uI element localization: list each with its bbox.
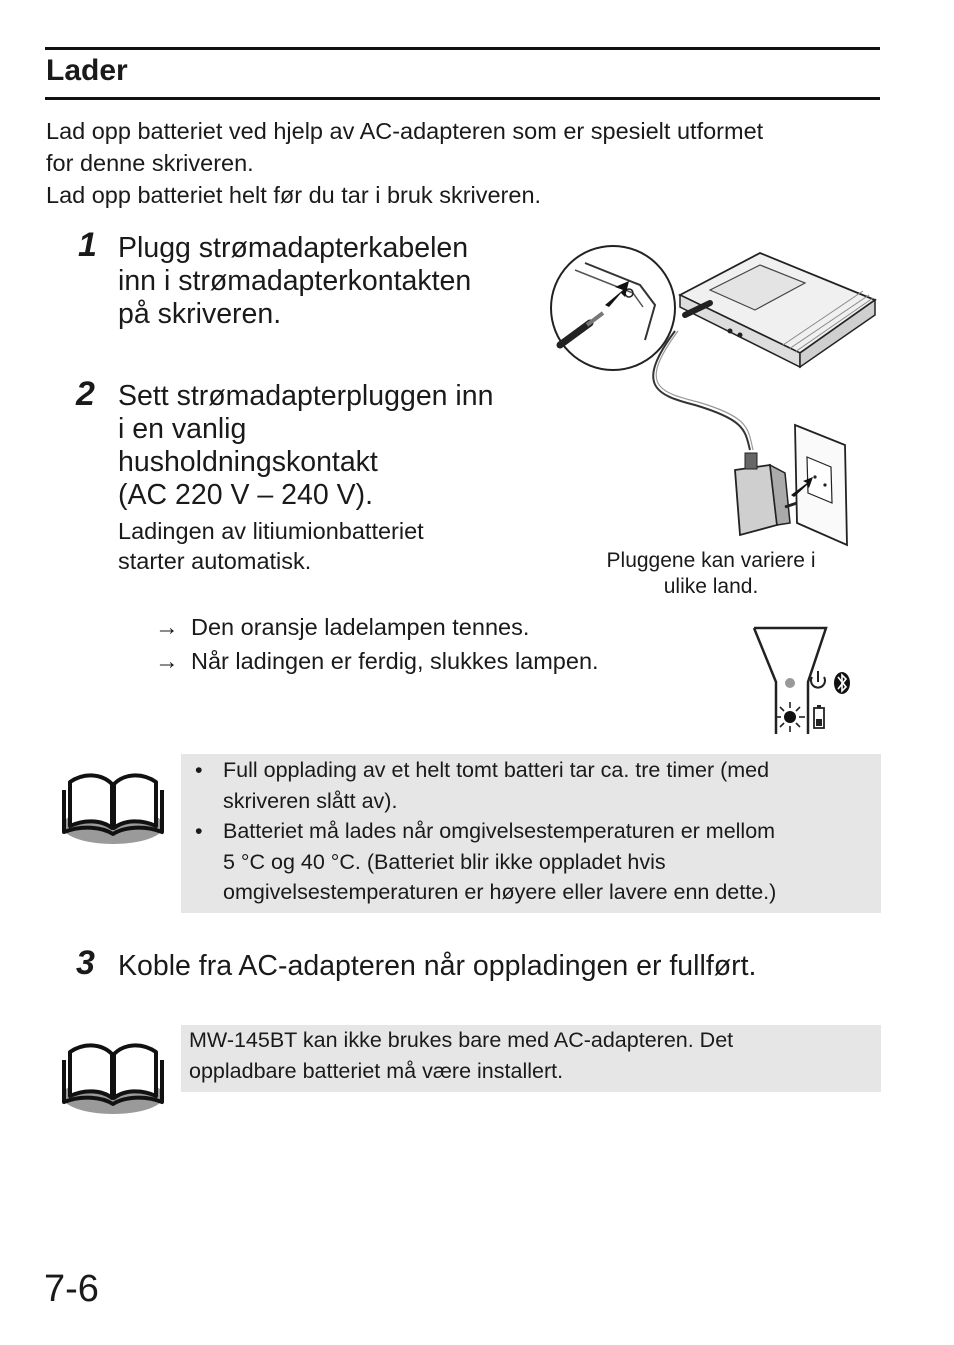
step-line: Plugg strømadapterkabelen bbox=[118, 232, 469, 264]
bullet-icon: • bbox=[195, 758, 203, 782]
bullet-icon: • bbox=[195, 819, 203, 843]
step-line: Koble fra AC-adapteren når oppladingen er fullført. bbox=[118, 950, 757, 982]
book-note-icon bbox=[60, 762, 166, 848]
note-line: Batteriet må lades når omgivelsestemperaturen er mellom bbox=[223, 819, 776, 843]
battery-icon bbox=[814, 705, 824, 728]
result-text: Når ladingen er ferdig, slukkes lampen. bbox=[191, 648, 599, 674]
result-item bbox=[155, 644, 599, 678]
section-title: Lader bbox=[46, 54, 128, 87]
page-number: 7-6 bbox=[44, 1268, 99, 1310]
printer-charging-illustration bbox=[545, 245, 885, 550]
step-line: Sett strømadapterpluggen inn bbox=[118, 380, 494, 412]
arrow-icon: → bbox=[155, 648, 179, 674]
caption-line: ulike land. bbox=[663, 575, 759, 598]
note-list bbox=[189, 755, 873, 908]
step-2-number: 2 bbox=[76, 375, 95, 413]
intro-line: Lad opp batteriet helt før du tar i bruk skriveren. bbox=[46, 182, 542, 208]
top-rule bbox=[45, 47, 880, 50]
note-box bbox=[181, 1025, 881, 1092]
intro-line: for denne skriveren. bbox=[46, 150, 254, 176]
caption-line: Pluggene kan variere i bbox=[606, 549, 816, 572]
step-line: på skriveren. bbox=[118, 298, 282, 330]
result-item bbox=[155, 610, 599, 644]
result-list bbox=[155, 610, 599, 678]
intro-line: Lad opp batteriet ved hjelp av AC-adapteren som er spesielt utformet bbox=[46, 118, 764, 144]
arrow-icon: → bbox=[155, 614, 179, 640]
title-underline bbox=[45, 97, 880, 100]
step-line: husholdningskontakt bbox=[118, 446, 378, 478]
step-3-number: 3 bbox=[76, 944, 95, 982]
note-line: 5 °C og 40 °C. (Batteriet blir ikke oppladet hvis bbox=[223, 849, 666, 874]
step-1-number: 1 bbox=[78, 226, 97, 264]
bluetooth-icon bbox=[834, 672, 850, 694]
step-sub-line: Ladingen av litiumionbatteriet bbox=[118, 518, 424, 544]
charge-lamp-icon bbox=[748, 622, 858, 740]
note-item bbox=[189, 755, 873, 816]
step-1-text bbox=[118, 232, 471, 331]
step-2-text bbox=[118, 380, 493, 512]
result-text: Den oransje ladelampen tennes. bbox=[191, 614, 530, 640]
note-box bbox=[181, 754, 881, 913]
step-2-subtext bbox=[118, 516, 424, 576]
step-line: inn i strømadapterkontakten bbox=[118, 265, 472, 297]
figure-caption bbox=[586, 548, 836, 600]
note-line: Full opplading av et helt tomt batteri tar ca. tre timer (med bbox=[223, 758, 770, 782]
note-line: omgivelsestemperaturen er høyere eller lavere enn dette.) bbox=[223, 880, 777, 904]
intro-paragraph bbox=[46, 115, 896, 211]
step-line: i en vanlig bbox=[118, 413, 247, 445]
step-sub-line: starter automatisk. bbox=[118, 548, 312, 574]
note-line: skriveren slått av). bbox=[223, 788, 398, 813]
note-line: oppladbare batteriet må være installert. bbox=[189, 1058, 564, 1083]
step-3-text bbox=[118, 950, 756, 983]
note-item bbox=[189, 816, 873, 908]
step-line: (AC 220 V – 240 V). bbox=[118, 479, 374, 511]
note-line: MW-145BT kan ikke brukes bare med AC-adapteren. Det bbox=[189, 1028, 734, 1052]
book-note-icon bbox=[60, 1032, 166, 1118]
power-icon bbox=[811, 671, 825, 688]
